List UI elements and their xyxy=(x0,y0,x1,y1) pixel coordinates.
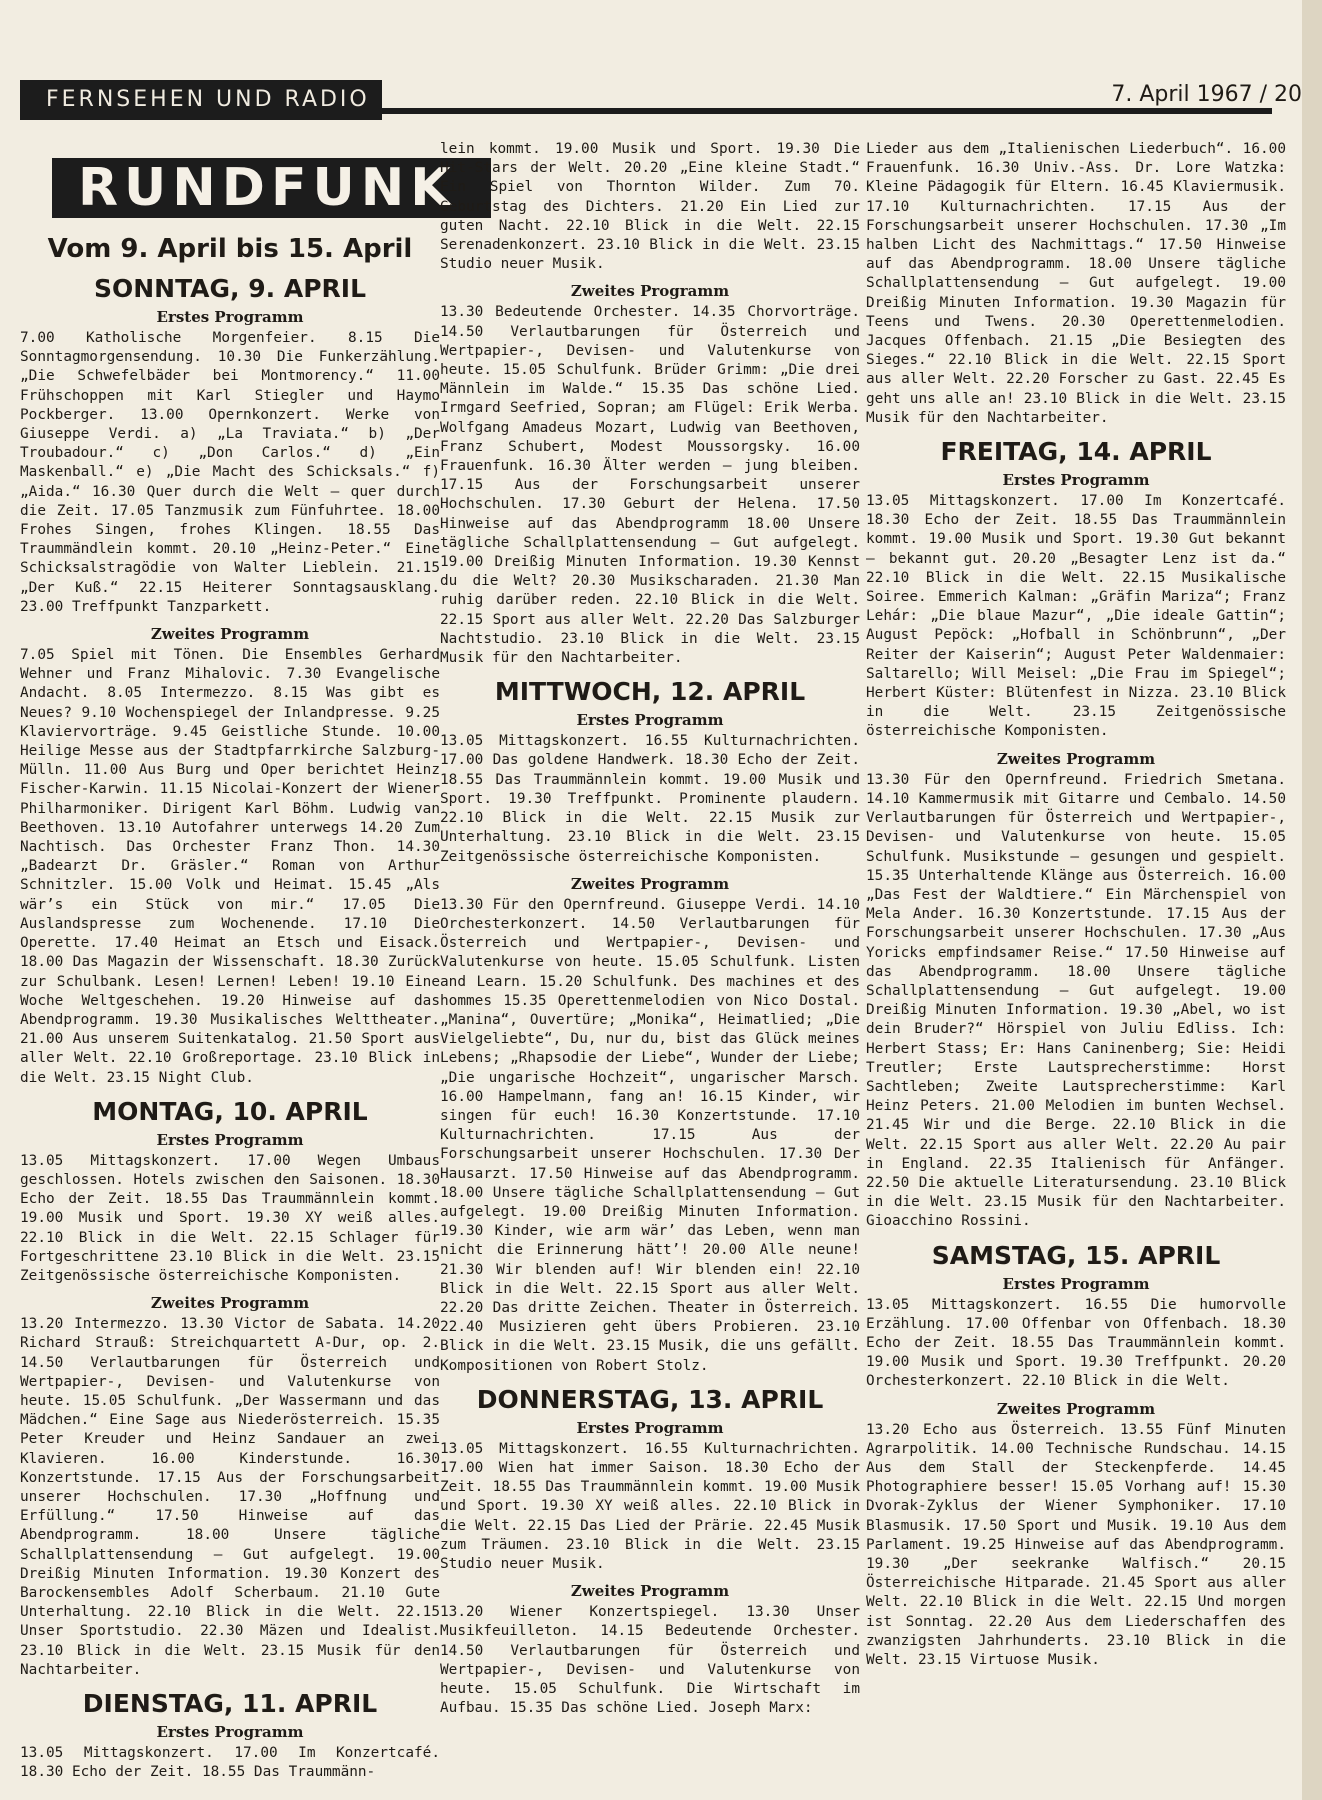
thursday-first-program: 13.05 Mittagskonzert. 16.55 Kulturnachrichten. 17.00 Wien hat immer Saison. 18.30 Echo der Zeit. 18.55 Das Traummännlein kommt. 19.00 Musik und Sport. 19.30 XY weiß alles. 22.10 Blick in die Welt. 22.15 Das Lied der Prärie. 22.45 Musik zum Träumen. 23.10 Blick in die Welt. 23.15 Studio neuer Musik. xyxy=(440,1440,860,1572)
program-label: Erstes Programm xyxy=(576,1418,724,1437)
program-label: Erstes Programm xyxy=(156,1723,304,1741)
tuesday-second-program: 13.30 Bedeutende Orchester. 14.35 Chorvorträge. 14.50 Verlautbarungen für Österreich und Wertpapier-, Devisen- und Valutenkurse von heute. 15.05 Schulfunk. Brüder Grimm: „Die drei Männlein im Walde.“ 15.35 Das schöne Lied. Irmgard Seefried, Sopran; am Flügel: Erik Werba. Wolfgang Amadeus Mozart, Ludwig van Beethoven, Franz Schubert, Modest Moussorgsky. 16.00 Frauenfunk. 16.30 Älter werden — jung bleiben. 17.15 Aus der Forschungsarbeit unserer Hochschulen. 17.30 Geburt der Helena. 17.50 Hinweise auf das Abendprogramm 18.00 Unsere tägliche Schallplattensendung — Gut aufgelegt. 19.00 Dreißig Minuten Information. 19.30 Kennst du die Welt? 20.30 Musikscharaden. 21.30 Man ruhig darüber reden. 22.10 Blick in die Welt. 22.15 Sport aus aller Welt. 22.20 Das Salzburger Nachtstudio. 23.10 Blick in die Welt. 23.15 Musik für den Nachtarbeiter. xyxy=(440,304,860,667)
saturday-second-program: 13.20 Echo aus Österreich. 13.55 Fünf Minuten Agrarpolitik. 14.00 Technische Rundschau. 14.15 Aus dem Stall der Steckenpferde. 14.45 Photographiere besser! 15.05 Vorhang auf! 15.30 Dvorak-Zyklus der Wiener Symphoniker. 17.10 Blasmusik. 17.50 Sport und Musik. 19.10 Aus dem Parlament. 19.25 Hinweise auf das Abendprogramm. 19.30 „Der seekranke Walfisch.“ 20.15 Österreichische Hitparade. 21.45 Sport aus aller Welt. 22.10 Blick in die Welt. 22.15 Und morgen ist Sonntag. 22.20 Aus dem Liederschaffen des zwanzigsten Jahrhunderts. 23.10 Blick in die Welt. 23.15 Virtuose Musik. xyxy=(866,1421,1286,1669)
wednesday-first-program: 13.05 Mittagskonzert. 16.55 Kulturnachrichten. 17.00 Das goldene Handwerk. 18.30 Echo der Zeit. 18.55 Das Traummännlein kommt. 19.00 Musik und Sport. 19.30 Treffpunkt. Prominente plaudern. 22.10 Blick in die Welt. 22.15 Musik zur Unterhaltung. 23.10 Blick in die Welt. 23.15 Zeitgenössische österreichische Komponisten. xyxy=(440,733,860,865)
program-label: Erstes Programm xyxy=(156,1130,304,1149)
tuesday-first-program-part-1: 13.05 Mittagskonzert. 17.00 Im Konzertcafé. 18.30 Echo der Zeit. 18.55 Das Traummänn- xyxy=(20,1745,440,1781)
program-label: Erstes Programm xyxy=(576,711,724,730)
thursday-second-program-part-2: Lieder aus dem „Italienischen Liederbuch“. 16.00 Frauenfunk. 16.30 Univ.-Ass. Dr. Lore Watzka: Kleine Pädagogik für Eltern. 16.45 Klaviermusik. 17.10 Kulturnachrichten. 17.15 Aus der Forschungsarbeit unserer Hochschulen. 17.30 „Im halben Licht des Nachmittags.“ 17.50 Hinweise auf das Abendprogramm. 18.00 Unsere tägliche Schallplattensendung — Gut aufgelegt. 19.00 Dreißig Minuten Information. 19.30 Magazin für Teens und Twens. 20.30 Operettenmelodien. Jacques Offenbach. 21.15 „Die Besiegten des Sieges.“ 22.10 Blick in die Welt. 22.15 Sport aus aller Welt. 22.20 Forscher zu Gast. 22.45 Es geht uns alle an! 23.10 Blick in die Welt. 23.15 Musik für den Nachtarbeiter. xyxy=(866,141,1286,426)
program-label: Erstes Programm xyxy=(1002,471,1150,490)
tuesday-first-program-part-2: lein kommt. 19.00 Musik und Sport. 19.30 Die Hit-Stars der Welt. 20.20 „Eine kleine Stadt.“ Ein Spiel von Thornton Wilder. Zum 70. Geburtstag des Dichters. 21.20 Ein Lied zur guten Nacht. 22.10 Blick in die Welt. 22.15 Serenadenkonzert. 23.10 Blick in die Welt. 23.15 Studio neuer Musik. xyxy=(440,141,860,273)
rundfunk-banner: RUNDFUNK xyxy=(52,158,491,218)
section-masthead: FERNSEHEN UND RADIO xyxy=(20,80,382,120)
day-heading-friday: FREITAG, 14. APRIL xyxy=(940,437,1212,467)
program-label: Zweites Programm xyxy=(150,1294,310,1313)
column-2 xyxy=(440,140,860,1726)
program-label: Zweites Programm xyxy=(996,749,1156,768)
friday-second-program: 13.30 Für den Opernfreund. Friedrich Smetana. 14.10 Kammermusik mit Gitarre und Cembalo. 14.50 Verlautbarungen für Österreich und Wertpapier-, Devisen- und Valutenkurse von heute. 15.05 Schulfunk. Musikstunde — gesungen und gespielt. 15.35 Unterhaltende Klänge aus Österreich. 16.00 „Das Fest der Waldtiere.“ Ein Märchenspiel von Mela Ander. 16.30 Konzertstunde. 17.15 Aus der Forschungsarbeit unserer Hochschulen. 17.30 „Aus Yoricks empfindsamer Reise.“ 17.50 Hinweise auf das Abendprogramm. 18.00 Unsere tägliche Schallplattensendung — Gut aufgelegt. 19.00 Dreißig Minuten Information. 19.30 „Abel, wo ist dein Bruder?“ Hörspiel von Juliu Edliss. Ich: Herbert Stass; Er: Hans Caninenberg; Sie: Heidi Treutler; Erste Lautsprecherstimme: Horst Sachtleben; Zweite Lautsprecherstimme: Karl Heinz Peters. 21.00 Melodien im bunten Wechsel. 21.45 Wir und die Berge. 22.10 Blick in die Welt. 22.15 Sport aus aller Welt. 22.20 Au pair in England. 22.35 Italienisch für Anfänger. 22.50 Die aktuelle Literatursendung. 23.10 Blick in die Welt. 23.15 Musik für den Nachtarbeiter. Gioacchino Rossini. xyxy=(866,771,1286,1230)
header-rule xyxy=(382,108,1272,114)
page-edge xyxy=(1302,0,1322,1800)
wednesday-second-program: 13.30 Für den Opernfreund. Giuseppe Verdi. 14.10 Orchesterkonzert. 14.50 Verlautbarungen für Österreich und Wertpapier-, Devisen- und Valutenkurse von heute. 15.05 Schulfunk. Listen and Learn. 15.20 Schulfunk. Des machines et des hommes 15.35 Operettenmelodien von Nico Dostal. „Manina“, Ouvertüre; „Monika“, Heimatlied; „Die Vielgeliebte“, Du, nur du, bist das Glück meines Lebens; „Rhapsodie der Liebe“, Wunder der Liebe; „Die ungarische Hochzeit“, ungarischer Marsch. 16.00 Hampelmann, fang an! 16.15 Kinder, wir singen für euch! 16.30 Konzertstunde. 17.10 Kulturnachrichten. 17.15 Aus der Forschungsarbeit unserer Hochschulen. 17.30 Der Hausarzt. 17.50 Hinweise auf das Abendprogramm. 18.00 Unsere tägliche Schallplattensendung — Gut aufgelegt. 19.00 Dreißig Minuten Information. 19.30 Kinder, wie arm wär’ das Leben, wenn man nicht die Erinnerung hätt’! 20.00 Alle neune! 21.30 Wir blenden auf! Wir blenden ein! 22.10 Blick in die Welt. 22.15 Sport aus aller Welt. 22.20 Das dritte Zeichen. Theater in Österreich. 22.40 Musizieren geht übers Probieren. 23.10 Blick in die Welt. 23.15 Musik, die uns gefällt. Kompositionen von Robert Stolz. xyxy=(440,896,860,1374)
column-1 xyxy=(20,140,457,1790)
day-heading-wednesday: MITTWOCH, 12. APRIL xyxy=(494,677,806,707)
program-label: Zweites Programm xyxy=(996,1399,1156,1418)
program-label: Zweites Programm xyxy=(570,282,730,301)
day-heading-monday: MONTAG, 10. APRIL xyxy=(92,1096,368,1126)
date-range: Vom 9. April bis 15. April xyxy=(47,234,413,264)
day-heading-thursday: DONNERSTAG, 13. APRIL xyxy=(476,1384,824,1414)
program-label: Zweites Programm xyxy=(570,1582,730,1601)
friday-first-program: 13.05 Mittagskonzert. 17.00 Im Konzertcafé. 18.30 Echo der Zeit. 18.55 Das Traummännlein kommt. 19.00 Musik und Sport. 19.30 Gut bekannt — bekannt gut. 20.20 „Besagter Lenz ist da.“ 22.10 Blick in die Welt. 22.15 Musikalische Soiree. Emmerich Kalman: „Gräfin Mariza“; Franz Lehár: „Die blaue Mazur“, „Die ideale Gattin“; August Pepöck: „Hofball in Schönbrunn“, „Der Reiter der Kaiserin“; August Peter Waldenmaier: Saltarello; Will Meisel: „Die Frau im Spiegel“; Herbert Küster: Blütenfest in Nizza. 23.10 Blick in die Welt. 23.15 Zeitgenössische österreichische Komponisten. xyxy=(866,493,1286,740)
monday-first-program: 13.05 Mittagskonzert. 17.00 Wegen Umbaus geschlossen. Hotels zwischen den Saisonen. 18.30 Echo der Zeit. 18.55 Das Traummännlein kommt. 19.00 Musik und Sport. 19.30 XY weiß alles. 22.10 Blick in die Welt. 22.15 Schlager für Fortgeschrittene 23.10 Blick in die Welt. 23.15 Zeitgenössische österreichische Komponisten. xyxy=(20,1152,440,1284)
column-3 xyxy=(866,140,1286,1678)
saturday-first-program: 13.05 Mittagskonzert. 16.55 Die humorvolle Erzählung. 17.00 Offenbar von Offenbach. 18.30 Echo der Zeit. 18.55 Das Traummännlein kommt. 19.00 Musik und Sport. 19.30 Treffpunkt. 20.20 Orchesterkonzert. 22.10 Blick in die Welt. xyxy=(866,1296,1286,1390)
sunday-second-program: 7.05 Spiel mit Tönen. Die Ensembles Gerhard Wehner und Franz Mihalovic. 7.30 Evangelische Andacht. 8.05 Intermezzo. 8.15 Was gibt es Neues? 9.10 Wochenspiegel der Inlandpresse. 9.25 Klaviervorträge. 9.45 Geistliche Stunde. 10.00 Heilige Messe aus der Stadtpfarrkirche Salzburg-Mülln. 11.00 Aus Burg und Oper berichtet Heinz Fischer-Karwin. 11.15 Nicolai-Konzert der Wiener Philharmoniker. Dirigent Karl Böhm. Ludwig van Beethoven. 13.10 Autofahrer unterwegs 14.20 Zum Nachtisch. Das Orchester Franz Thon. 14.30 „Badearzt Dr. Gräsler.“ Roman von Arthur Schnitzler. 15.00 Volk und Heimat. 15.45 „Als wär’s ein Stück von mir.“ 17.05 Die Auslandspresse zum Wochenende. 17.10 Die Operette. 17.40 Heimat an Etsch und Eisack. 18.00 Das Magazin der Wissenschaft. 18.30 Zurück zur Schulbank. Lesen! Lernen! Leben! 19.10 Eine Woche Weltgeschehen. 19.20 Hinweise auf das Abendprogramm. 19.30 Musikalisches Welttheater. 21.00 Aus unserem Suitenkatalog. 21.50 Sport aus aller Welt. 22.10 Großreportage. 23.10 Blick in die Welt. 23.15 Night Club. xyxy=(20,647,440,1086)
sunday-first-program: 7.00 Katholische Morgenfeier. 8.15 Die Sonntagmorgensendung. 10.30 Die Funkerzählung. „Die Schwefelbäder bei Montmorency.“ 11.00 Frühschoppen mit Karl Stiegler und Haymo Pockberger. 13.00 Opernkonzert. Werke von Giuseppe Verdi. a) „La Traviata.“ b) „Der Troubadour.“ c) „Don Carlos.“ d) „Ein Maskenball.“ e) „Die Macht des Schicksals.“ f) „Aida.“ 16.30 Quer durch die Welt — quer durch die Zeit. 17.05 Tanzmusik zum Fünfuhrtee. 18.00 Frohes Singen, frohes Klingen. 18.55 Das Traummändlein kommt. 20.10 „Heinz-Peter.“ Eine Schicksalstragödie von Walter Lieblein. 21.15 „Der Kuß.“ 22.15 Heiterer Sonntagsausklang. 23.00 Treffpunkt Tanzparkett. xyxy=(20,330,440,615)
program-label: Zweites Programm xyxy=(150,625,310,644)
issue-date-page: 7. April 1967 / 20 xyxy=(1111,82,1302,107)
thursday-second-program-part-1: 13.20 Wiener Konzertspiegel. 13.30 Unser Musikfeuilleton. 14.15 Bedeutende Orchester. 14.50 Verlautbarungen für Österreich und Wertpapier-, Devisen- und Valutenkurse von heute. 15.05 Schulfunk. Die Wirtschaft im Aufbau. 15.35 Das schöne Lied. Joseph Marx: xyxy=(440,1604,860,1717)
day-heading-saturday: SAMSTAG, 15. APRIL xyxy=(931,1240,1221,1270)
day-heading-tuesday: DIENSTAG, 11. APRIL xyxy=(82,1689,378,1718)
program-label: Erstes Programm xyxy=(1002,1274,1150,1293)
program-label: Zweites Programm xyxy=(570,874,730,893)
monday-second-program: 13.20 Intermezzo. 13.30 Victor de Sabata. 14.20 Richard Strauß: Streichquartett A-Dur, op. 2. 14.50 Verlautbarungen für Österreich und Wertpapier-, Devisen- und Valutenkurse von heute. 15.05 Schulfunk. „Der Wassermann und das Mädchen.“ Eine Sage aus Niederösterreich. 15.35 Peter Kreuder und Heinz Sandauer an zwei Klavieren. 16.00 Kinderstunde. 16.30 Konzertstunde. 17.15 Aus der Forschungsarbeit unserer Hochschulen. 17.30 „Hoffnung und Erfüllung.“ 17.50 Hinweise auf das Abendprogramm. 18.00 Unsere tägliche Schallplattensendung — Gut aufgelegt. 19.00 Dreißig Minuten Information. 19.30 Konzert des Barockensembles Adolf Scherbaum. 21.10 Gute Unterhaltung. 22.10 Blick in die Welt. 22.15 Unser Sportstudio. 22.30 Mäzen und Idealist. 23.10 Blick in die Welt. 23.15 Musik für den Nachtarbeiter. xyxy=(20,1316,440,1678)
day-heading-sunday: SONNTAG, 9. APRIL xyxy=(93,274,367,303)
program-label: Erstes Programm xyxy=(156,308,304,326)
